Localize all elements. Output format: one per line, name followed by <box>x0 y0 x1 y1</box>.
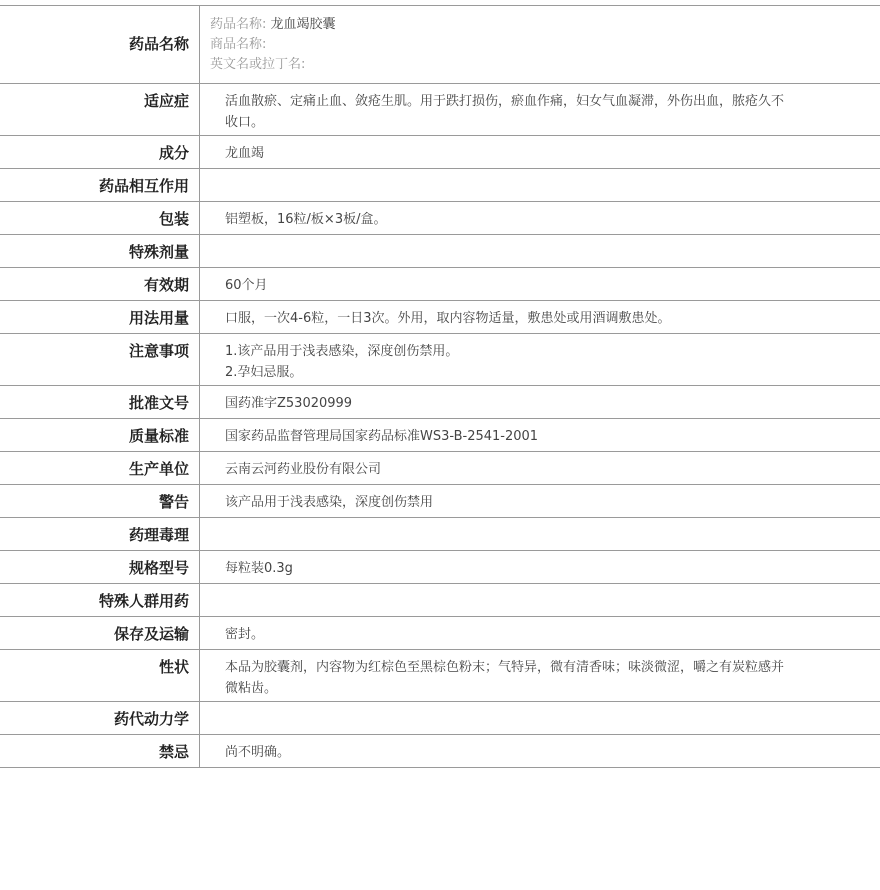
row-value-text: 60个月 <box>225 278 268 293</box>
row-label: 质量标准 <box>0 419 200 451</box>
row-shelf-life <box>0 267 880 300</box>
row-value <box>200 485 880 517</box>
row-value-text: 尚不明确。 <box>225 745 291 760</box>
row-storage <box>0 616 880 649</box>
row-value <box>200 6 880 83</box>
row-label: 生产单位 <box>0 452 200 484</box>
row-value-text: 云南云河药业股份有限公司 <box>225 462 382 477</box>
row-value <box>200 169 880 201</box>
row-value <box>200 419 880 451</box>
row-label: 规格型号 <box>0 551 200 583</box>
row-pharmacology <box>0 517 880 550</box>
row-ingredients <box>0 135 880 168</box>
row-label: 保存及运输 <box>0 617 200 649</box>
row-value <box>200 301 880 333</box>
row-value <box>200 518 880 550</box>
row-value-text: 铝塑板，16粒/板×3板/盒。 <box>225 212 387 227</box>
row-specification <box>0 550 880 583</box>
row-packaging <box>0 201 880 234</box>
row-description <box>0 649 880 701</box>
drug-name-value: 龙血竭胶囊 <box>270 17 336 32</box>
row-value <box>200 584 880 616</box>
row-approval-number <box>0 385 880 418</box>
row-value <box>200 136 880 168</box>
row-value-text: 国家药品监督管理局国家药品标准WS3-B-2541-2001 <box>225 429 539 444</box>
row-label: 注意事项 <box>0 334 200 385</box>
row-value-text: 本品为胶囊剂，内容物为红棕色至黑棕色粉末；气特异，微有清香味；味淡微涩，嚼之有炭粒感并微粘齿。 <box>225 660 785 696</box>
row-contraindications <box>0 734 880 768</box>
row-label: 批准文号 <box>0 386 200 418</box>
row-label: 警告 <box>0 485 200 517</box>
row-label: 禁忌 <box>0 735 200 767</box>
row-label: 药品相互作用 <box>0 169 200 201</box>
row-value-text: 该产品用于浅表感染，深度创伤禁用 <box>225 495 434 510</box>
row-precautions <box>0 333 880 385</box>
row-value-text: 口服，一次4-6粒，一日3次。外用，取内容物适量，敷患处或用酒调敷患处。 <box>225 311 671 326</box>
row-indications <box>0 83 880 135</box>
drug-spec-table <box>0 5 880 768</box>
row-value-text: 龙血竭 <box>225 146 265 161</box>
row-value <box>200 84 880 135</box>
row-drug-name <box>0 5 880 83</box>
english-name-label: 英文名或拉丁名: <box>210 57 306 72</box>
row-label: 性状 <box>0 650 200 701</box>
row-label: 成分 <box>0 136 200 168</box>
row-warning <box>0 484 880 517</box>
drug-name-line <box>210 15 880 35</box>
row-label: 包装 <box>0 202 200 234</box>
drug-name-label: 药品名称: <box>210 17 267 32</box>
row-value-line: 2.孕妇忌服。 <box>225 365 303 380</box>
row-label: 特殊人群用药 <box>0 584 200 616</box>
row-value <box>200 735 880 767</box>
row-value <box>200 268 880 300</box>
row-manufacturer <box>0 451 880 484</box>
row-label: 药理毒理 <box>0 518 200 550</box>
row-label: 用法用量 <box>0 301 200 333</box>
row-label: 药品名称 <box>0 6 200 83</box>
row-label: 药代动力学 <box>0 702 200 734</box>
row-label: 有效期 <box>0 268 200 300</box>
row-value-text: 国药准字Z53020999 <box>225 396 353 411</box>
row-label: 特殊剂量 <box>0 235 200 267</box>
row-pharmacokinetics <box>0 701 880 734</box>
row-value <box>200 617 880 649</box>
row-value <box>200 386 880 418</box>
row-label: 适应症 <box>0 84 200 135</box>
row-value <box>200 235 880 267</box>
row-value-text: 每粒装0.3g <box>225 561 293 576</box>
row-special-dosage <box>0 234 880 267</box>
row-value <box>200 334 880 385</box>
row-value-line: 1.该产品用于浅表感染，深度创伤禁用。 <box>225 344 459 359</box>
row-value-text: 密封。 <box>225 627 265 642</box>
row-special-populations <box>0 583 880 616</box>
row-value <box>200 452 880 484</box>
row-dosage <box>0 300 880 333</box>
row-interactions <box>0 168 880 201</box>
row-quality-standard <box>0 418 880 451</box>
trade-name-label: 商品名称: <box>210 37 267 52</box>
row-value <box>200 702 880 734</box>
row-value-text: 活血散瘀、定痛止血、敛疮生肌。用于跌打损伤，瘀血作痛，妇女气血凝滞，外伤出血，脓疮久不收口。 <box>225 94 785 130</box>
row-value <box>200 650 880 701</box>
row-value <box>200 551 880 583</box>
row-value <box>200 202 880 234</box>
